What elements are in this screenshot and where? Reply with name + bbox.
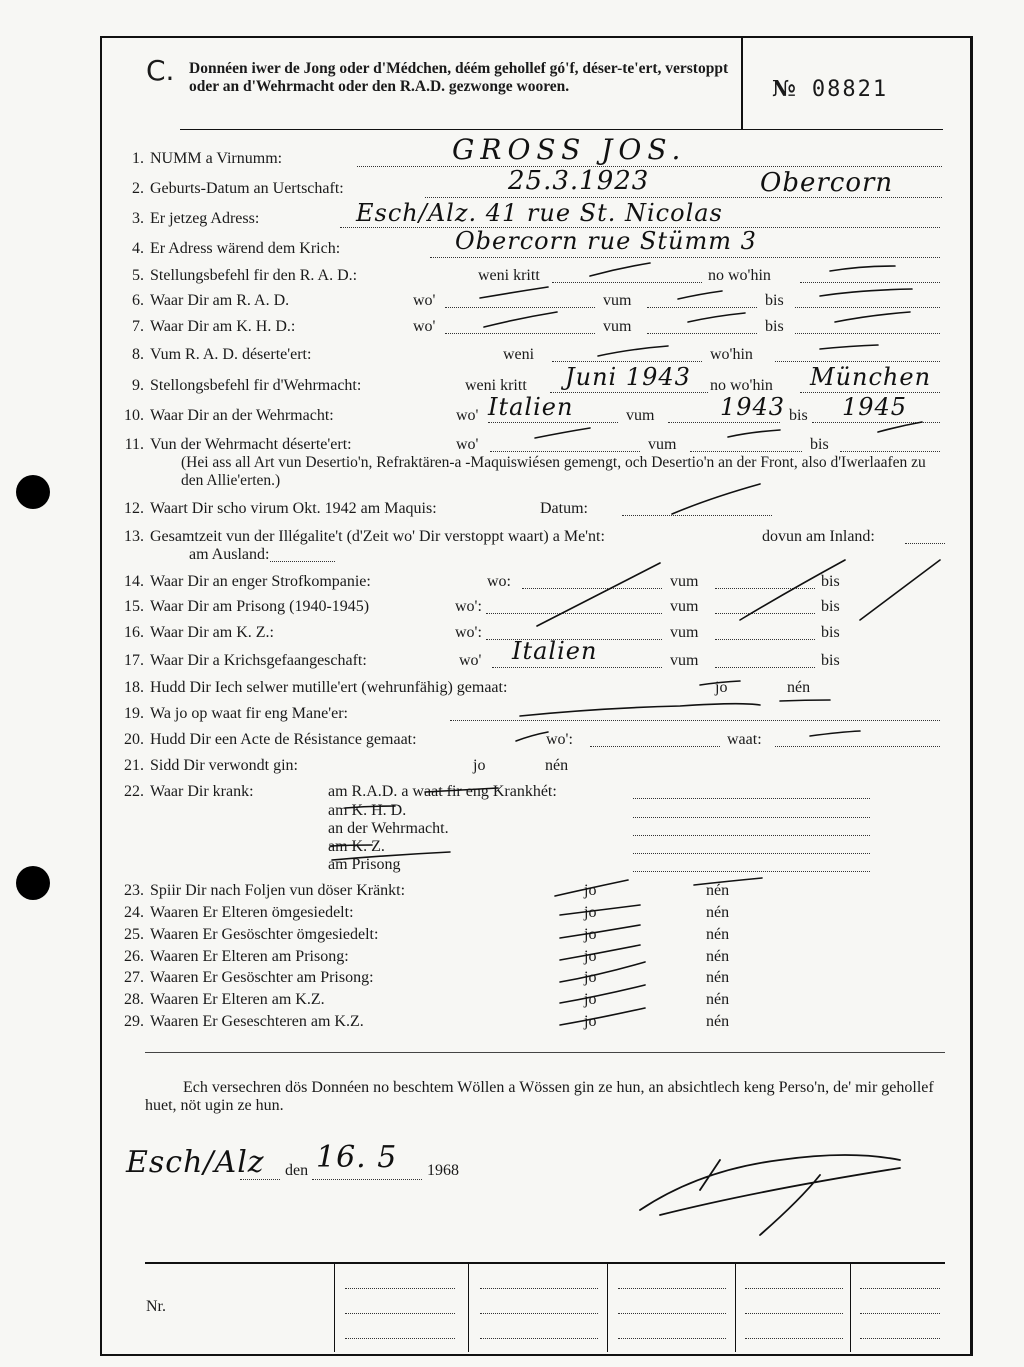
- choice-nen[interactable]: nén: [706, 991, 730, 1008]
- strike-mark: [678, 291, 722, 299]
- field-number: 13.: [124, 528, 144, 545]
- section-letter: C.: [146, 54, 175, 87]
- strike-mark: [780, 700, 830, 701]
- choice-jo[interactable]: jo: [584, 1013, 597, 1030]
- strike-mark: [740, 560, 845, 620]
- handwritten-sign-date: 16. 5: [316, 1140, 398, 1175]
- sub-label: wo':: [455, 598, 482, 615]
- field-label: Waaren Er Geseschteren am K.Z.: [150, 1013, 364, 1030]
- strike-mark: [672, 484, 760, 514]
- field-number: 21.: [124, 757, 144, 774]
- declaration-text: Ech versechren dös Donnéen no beschtem Wöllen a Wössen gin ze hun, an absichtlech keng Perso'n, de' mir gehollef huet, nöt ugin ze hun.: [145, 1079, 934, 1114]
- sub-label: bis: [765, 318, 784, 335]
- strike-mark: [590, 263, 650, 276]
- strike-mark: [878, 422, 922, 432]
- signature-stroke: [640, 1155, 900, 1235]
- strike-mark: [560, 925, 640, 938]
- handwritten-wehrmacht-to: 1945: [842, 393, 908, 421]
- sub-label: vum: [603, 318, 632, 335]
- sub-label: vum: [670, 624, 699, 641]
- sub-label: wo':: [455, 624, 482, 641]
- field-label: Waar Dir am K. H. D.:: [150, 318, 296, 335]
- handwritten-pow-place: Italien: [512, 637, 598, 665]
- handwritten-birthplace: Obercorn: [760, 168, 894, 198]
- strike-mark: [820, 289, 912, 296]
- field-number: 24.: [124, 904, 144, 921]
- sub-label: weni kritt: [465, 377, 527, 394]
- strike-mark: [820, 345, 878, 349]
- field-label: Hudd Dir een Acte de Résistance gemaat:: [150, 731, 417, 748]
- strike-mark: [688, 313, 745, 322]
- sub-label: wo': [413, 292, 436, 309]
- sub-label: bis: [821, 624, 840, 641]
- sub-label: am K. Z.: [328, 838, 385, 855]
- field-number: 5.: [132, 267, 144, 284]
- sub-label: vum: [670, 598, 699, 615]
- choice-jo[interactable]: jo: [473, 757, 486, 774]
- field-number: 26.: [124, 948, 144, 965]
- strike-mark: [330, 845, 372, 846]
- choice-jo[interactable]: jo: [584, 948, 597, 965]
- sub-label: bis: [821, 598, 840, 615]
- form-number-value: 08821: [811, 77, 889, 102]
- field-label: Waar Dir krank:: [150, 783, 254, 800]
- sub-label: vum: [603, 292, 632, 309]
- field-label: Waar Dir a Krichsgefaangeschaft:: [150, 652, 367, 669]
- sub-label: bis: [821, 573, 840, 590]
- field-number: 20.: [124, 731, 144, 748]
- field-number: 9.: [132, 377, 144, 394]
- handwritten-name: GROSS JOS.: [452, 133, 687, 166]
- strike-mark: [830, 266, 895, 271]
- sub-label: wo': [459, 652, 482, 669]
- field-number: 22.: [124, 783, 144, 800]
- choice-nen[interactable]: nén: [706, 882, 730, 899]
- strike-mark: [728, 430, 780, 437]
- field-label: Waart Dir scho virum Okt. 1942 am Maquis:: [150, 500, 437, 517]
- choice-nen[interactable]: nén: [706, 926, 730, 943]
- field-number: 16.: [124, 624, 144, 641]
- field-label: Waaren Er Gesöschter ömgesiedelt:: [150, 926, 379, 943]
- sub-label: wo':: [546, 731, 573, 748]
- handwritten-wehrmacht-place: Italien: [488, 393, 574, 421]
- field-label: Er jetzeg Adress:: [150, 210, 260, 227]
- handwritten-current-address: Esch/Alz. 41 rue St. Nicolas: [356, 199, 723, 227]
- field-label: Waar Dir am Prisong (1940-1945): [150, 598, 370, 615]
- field-number: 18.: [124, 679, 144, 696]
- strike-mark: [560, 905, 640, 915]
- field-label: Vun der Wehrmacht déserte'ert:: [150, 436, 352, 453]
- strike-mark: [598, 346, 668, 356]
- field-number: 7.: [132, 318, 144, 335]
- field-label: Stellungsbefehl fir den R. A. D.:: [150, 267, 358, 284]
- strike-mark: [810, 731, 860, 736]
- number-symbol: №: [772, 76, 796, 102]
- strike-mark: [860, 560, 940, 620]
- choice-nen[interactable]: nén: [706, 1013, 730, 1030]
- field-number: 14.: [124, 573, 144, 590]
- strike-mark: [560, 962, 645, 982]
- sub-label: no wo'hin: [708, 267, 771, 284]
- strike-mark: [520, 704, 760, 716]
- field-label: Sidd Dir verwondt gin:: [150, 757, 298, 774]
- field-label: Waaren Er Elteren am K.Z.: [150, 991, 325, 1008]
- sub-label: waat:: [727, 731, 762, 748]
- handwritten-wehrmacht-from: 1943: [720, 393, 786, 421]
- field-label: Gesamtzeit vun der Illégalite't (d'Zeit wo' Dir verstoppt waart) a Me'nt:: [150, 528, 605, 545]
- den-label: den: [285, 1162, 309, 1179]
- choice-jo[interactable]: jo: [584, 882, 597, 899]
- field-label: Waaren Er Gesöschter am Prisong:: [150, 969, 374, 986]
- field-number: 6.: [132, 292, 144, 309]
- sub-label: weni kritt: [478, 267, 540, 284]
- field-number: 28.: [124, 991, 144, 1008]
- field-label: Waaren Er Elteren ömgesiedelt:: [150, 904, 354, 921]
- field-label: Er Adress wärend dem Krich:: [150, 240, 341, 257]
- strike-mark: [480, 287, 548, 298]
- handwritten-summons-place: München: [810, 363, 932, 391]
- field-label: Wa jo op waat fir eng Mane'er:: [150, 705, 348, 722]
- field-label: Geburts-Datum an Uertschaft:: [150, 180, 344, 197]
- choice-jo[interactable]: jo: [584, 904, 597, 921]
- sub-label: bis: [821, 652, 840, 669]
- strike-mark: [537, 563, 660, 626]
- strike-mark: [560, 945, 640, 960]
- strike-mark: [332, 852, 450, 860]
- choice-nen[interactable]: nén: [706, 948, 730, 965]
- handwritten-sign-place: Esch/Alz: [126, 1145, 265, 1180]
- strike-mark: [700, 681, 740, 685]
- nr-label: Nr.: [146, 1298, 166, 1315]
- sub-label: wo': [456, 407, 479, 424]
- sub-label: no wo'hin: [710, 377, 773, 394]
- sub-label: vum: [626, 407, 655, 424]
- strike-mark: [516, 732, 548, 741]
- field-number: 10.: [124, 407, 144, 424]
- strike-mark: [694, 878, 762, 885]
- field-number: 12.: [124, 500, 144, 517]
- choice-nen[interactable]: nén: [706, 904, 730, 921]
- field-number: 15.: [124, 598, 144, 615]
- field-number: 19.: [124, 705, 144, 722]
- handwritten-birthdate: 25.3.1923: [508, 166, 650, 196]
- form-title: Donnéen iwer de Jong oder d'Médchen, déém gehollef gó'f, déser-te'ert, verstoppt oder an d'Wehrmacht oder den R.A.D. gezwonge wooren.: [189, 60, 729, 95]
- strike-mark: [555, 880, 628, 896]
- sub-label: am R.A.D. a waat fir eng Krankhét:: [328, 783, 557, 800]
- field-label: Waar Dir am R. A. D.: [150, 292, 290, 309]
- choice-jo[interactable]: jo: [584, 969, 597, 986]
- sub-label: am K. H. D.: [328, 802, 407, 819]
- strike-mark: [560, 985, 645, 1003]
- sub-label: vum: [648, 436, 677, 453]
- sub-label: an der Wehrmacht.: [328, 820, 449, 837]
- desertion-note: (Hei ass all Art vun Desertio'n, Refraktären-a -Maquiswiésen gemengt, och Desertio'n an der Front, also d'Iwerlaafen zu den Allie'erten.): [181, 454, 926, 489]
- handwritten-war-address: Obercorn rue Stümm 3: [455, 227, 757, 255]
- sub-label: am Prisong: [328, 856, 401, 873]
- sub-label: dovun am Inland:: [762, 528, 875, 545]
- choice-nen[interactable]: nén: [706, 969, 730, 986]
- handwritten-summons-date: Juni 1943: [565, 363, 691, 391]
- field-label: NUMM a Virnumm:: [150, 150, 283, 167]
- sub-label: wo'hin: [710, 346, 753, 363]
- sub-label: vum: [670, 652, 699, 669]
- choice-jo[interactable]: jo: [715, 679, 728, 696]
- sub-label: wo': [456, 436, 479, 453]
- sub-label: bis: [765, 292, 784, 309]
- sub-label: wo:: [487, 573, 511, 590]
- strike-mark: [535, 428, 590, 438]
- field-number: 23.: [124, 882, 144, 899]
- strike-mark: [560, 1008, 645, 1025]
- choice-nen[interactable]: nén: [545, 757, 569, 774]
- strike-mark: [425, 788, 498, 792]
- sign-year: 1968: [427, 1162, 459, 1179]
- field-label: Hudd Dir Iech selwer mutille'ert (wehrunfähig) gemaat:: [150, 679, 508, 696]
- choice-jo[interactable]: jo: [584, 991, 597, 1008]
- sub-label: bis: [810, 436, 829, 453]
- field-number: 17.: [124, 652, 144, 669]
- field-number: 29.: [124, 1013, 144, 1030]
- strike-mark: [345, 806, 395, 808]
- sub-label: weni: [503, 346, 535, 363]
- field-label: Vum R. A. D. déserte'ert:: [150, 346, 312, 363]
- choice-jo[interactable]: jo: [584, 926, 597, 943]
- field-number: 8.: [132, 346, 144, 363]
- field-label: Waaren Er Elteren am Prisong:: [150, 948, 349, 965]
- field-label: Waar Dir am K. Z.:: [150, 624, 274, 641]
- sub-label: Datum:: [540, 500, 588, 517]
- sub-label: wo': [413, 318, 436, 335]
- field-number: 4.: [132, 240, 144, 257]
- field-number: 25.: [124, 926, 144, 943]
- choice-nen[interactable]: nén: [787, 679, 811, 696]
- field-number: 1.: [132, 150, 144, 167]
- field-number: 27.: [124, 969, 144, 986]
- field-number: 11.: [124, 436, 144, 453]
- field-label: Waar Dir an der Wehrmacht:: [150, 407, 334, 424]
- strike-mark: [484, 312, 557, 327]
- field-number: 2.: [132, 180, 144, 197]
- sub-label: vum: [670, 573, 699, 590]
- field-label: Spiir Dir nach Foljen vun döser Kränkt:: [150, 882, 406, 899]
- sub-label: bis: [789, 407, 808, 424]
- field-number: 3.: [132, 210, 144, 227]
- sub-label: am Ausland:: [189, 546, 270, 563]
- strike-mark: [835, 312, 910, 322]
- field-label: Waar Dir an enger Strofkompanie:: [150, 573, 371, 590]
- field-label: Stellongsbefehl fir d'Wehrmacht:: [150, 377, 362, 394]
